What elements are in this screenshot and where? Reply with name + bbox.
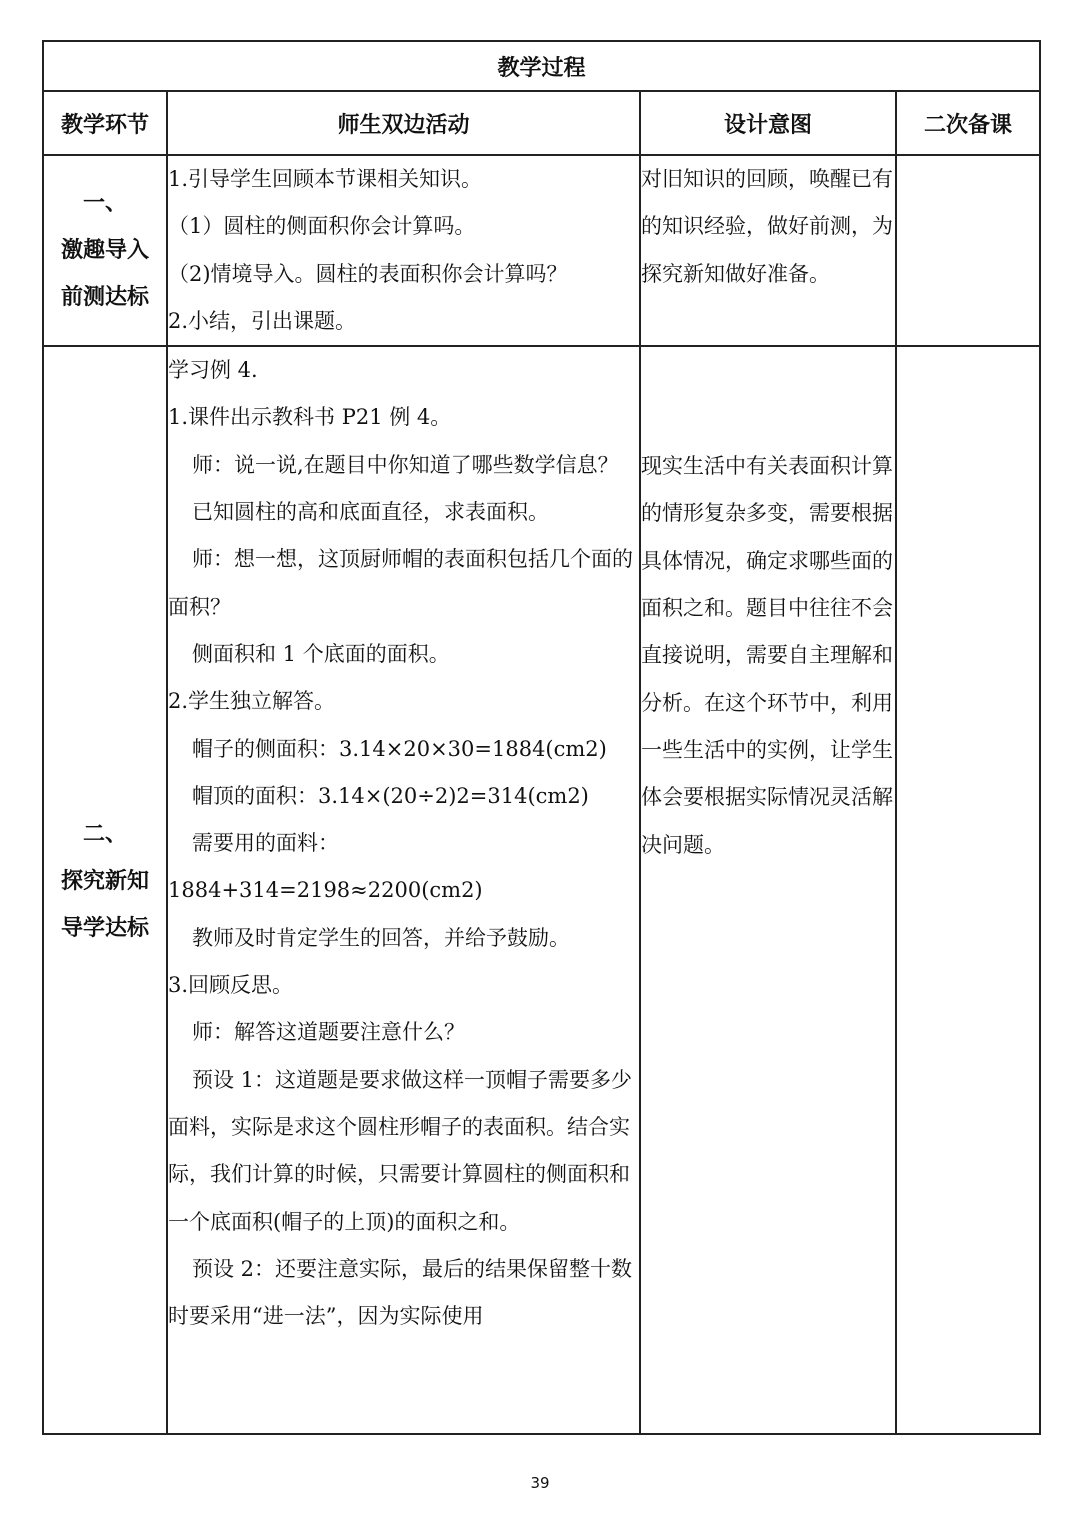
- activity-line: （1）圆柱的侧面积你会计算吗。: [168, 214, 476, 239]
- activity-line: 教师及时肯定学生的回答，并给予鼓励。: [192, 925, 570, 950]
- activity-line: 师：解答这道题要注意什么？: [192, 1020, 465, 1045]
- header-intent: 设计意图: [640, 91, 896, 155]
- stage-name-line: 探究新知: [60, 869, 149, 895]
- activity-line: （2)情境导入。圆柱的表面积你会计算吗？: [168, 261, 568, 286]
- stage-number: 二、: [82, 822, 127, 848]
- intent-cell-2: [640, 346, 896, 1434]
- header-stage: 教学环节: [43, 91, 167, 155]
- activities-cell-2: [167, 346, 640, 1434]
- table-title: 教学过程: [43, 41, 1040, 91]
- header-activities: 师生双边活动: [167, 91, 640, 155]
- activities-cell-1: [167, 155, 640, 346]
- teaching-process-table: [42, 40, 1041, 1435]
- notes-cell-1: [896, 155, 1040, 346]
- activity-line: 1.引导学生回顾本节课相关知识。: [168, 167, 483, 191]
- stage-cell-2: [43, 346, 167, 1434]
- header-notes: 二次备课: [896, 91, 1040, 155]
- stage-cell-1: [43, 155, 167, 346]
- page-number: 39: [530, 1474, 550, 1492]
- activity-line: 2.小结，引出课题。: [168, 308, 357, 333]
- stage-number: 一、: [82, 191, 127, 217]
- activity-line: 需要用的面料：1884+314=2198≈2200(cm2): [168, 831, 483, 903]
- activity-line: 帽顶的面积：3.14×(20÷2)2=314(cm2): [192, 783, 589, 808]
- section-row-2: [43, 346, 1040, 1434]
- activity-line: 学习例 4.: [168, 358, 258, 383]
- stage-name-line: 前测达标: [60, 285, 149, 311]
- activity-line: 预设 2：还要注意实际，最后的结果保留整十数时要采用“进一法”，因为实际使用: [168, 1256, 633, 1329]
- notes-cell-2: [896, 346, 1040, 1434]
- stage-name-line: 导学达标: [60, 916, 149, 942]
- intent-cell-1: [640, 155, 896, 346]
- activity-line: 预设 1：这道题是要求做这样一顶帽子需要多少面料，实际是求这个圆柱形帽子的表面积。结合实际，我们计算的时候，只需要计算圆柱的侧面积和一个底面积(帽子的上顶)的面积之和。: [168, 1067, 633, 1234]
- intent-text: 对旧知识的回顾，唤醒已有的知识经验，做好前测，为探究新知做好准备。: [641, 167, 893, 286]
- activity-line: 帽子的侧面积：3.14×20×30=1884(cm2): [192, 736, 607, 761]
- activity-line: 2.学生独立解答。: [168, 689, 336, 714]
- activity-line: 1.课件出示教科书 P21 例 4。: [168, 405, 452, 430]
- activity-line: 已知圆柱的高和底面直径，求表面积。: [192, 500, 549, 525]
- activity-line: 师：说一说,在题目中你知道了哪些数学信息？: [192, 452, 619, 477]
- intent-text: 现实生活中有关表面积计算的情形复杂多变，需要根据具体情况，确定求哪些面的面积之和。题目中往往不会直接说明，需要自主理解和分析。在这个环节中，利用一些生活中的实例，让学生体会要根据实际情况灵活解决问题。: [641, 454, 893, 857]
- stage-name-line: 激趣导入: [60, 238, 149, 264]
- activity-line: 3.回顾反思。: [168, 973, 294, 998]
- activity-line: 侧面积和 1 个底面的面积。: [192, 641, 450, 666]
- activity-line: 师：想一想，这顶厨师帽的表面积包括几个面的面积？: [168, 547, 633, 619]
- header-row: [43, 91, 1040, 155]
- section-row-1: [43, 155, 1040, 346]
